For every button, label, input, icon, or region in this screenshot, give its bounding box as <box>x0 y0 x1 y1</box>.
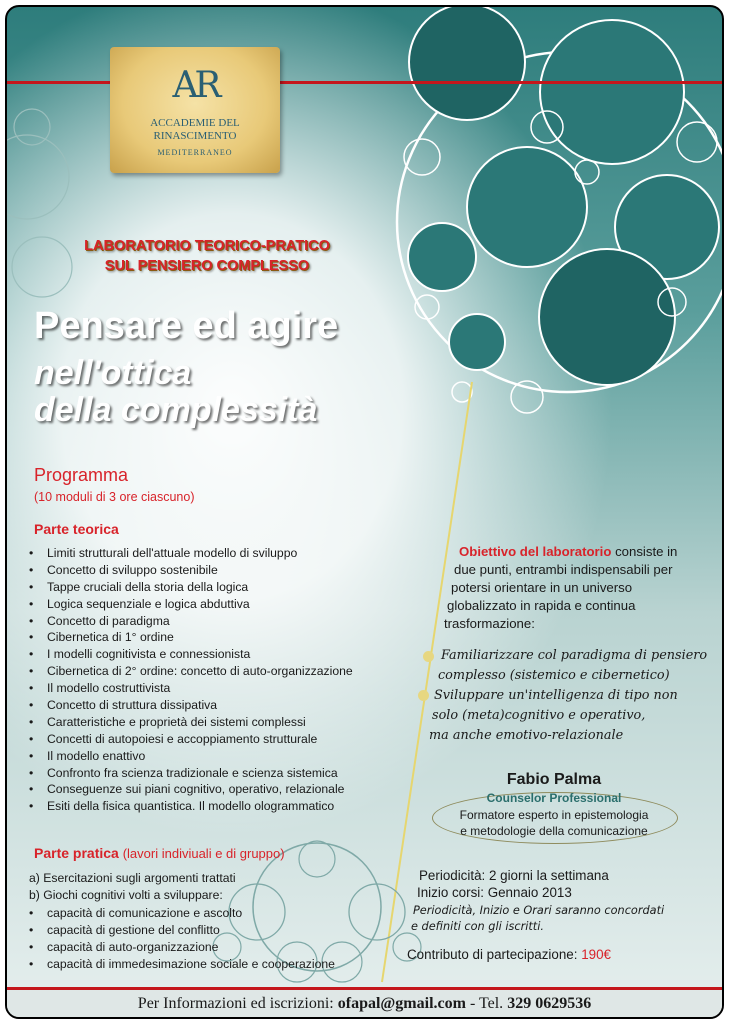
trainer-desc-1: Formatore esperto in epistemologia <box>459 808 649 822</box>
list-item: • Il modello costruttivista <box>29 680 353 697</box>
logo-mark: AR <box>172 65 218 106</box>
list-item: • capacità di comunicazione e ascolto <box>29 905 335 922</box>
footer-separator: - Tel. <box>465 995 508 1012</box>
list-item: • I modelli cognitivista e connessionista <box>29 646 353 663</box>
list-item: • Confronto fra scienza tradizionale e scienza sistemica <box>29 765 353 782</box>
info-note-1: Periodicità, Inizio e Orari saranno concordati <box>413 904 665 917</box>
footer-label: Per Informazioni ed iscrizioni: <box>137 995 338 1012</box>
contributo-value: 190€ <box>581 947 611 962</box>
obiettivo-point-2-line-3: ma anche emotivo-relazionale <box>429 728 624 743</box>
list-item: • Il modello enattivo <box>29 748 353 765</box>
footer-text <box>7 995 722 1013</box>
periodicita: Periodicità: 2 giorni la settimana <box>419 868 609 883</box>
lab-title-line-2: SUL PENSIERO COMPLESSO <box>104 258 310 274</box>
trainer-desc-2: e metodologie della comunicazione <box>460 824 648 838</box>
logo-line-1: ACCADEMIE DEL <box>150 117 240 129</box>
obiettivo-line-5: trasformazione: <box>444 616 535 631</box>
list-item: • capacità di immedesimazione sociale e cooperazione <box>29 956 335 973</box>
list-item: • Conseguenze sui piani cognitivo, operativo, relazionale <box>29 781 353 798</box>
list-item: • Concetto di paradigma <box>29 613 353 630</box>
footer-email[interactable]: ofapal@gmail.com <box>337 995 466 1012</box>
obiettivo-point-1-line-2: complesso (sistemico e cibernetico) <box>438 668 670 683</box>
parte-teorica-heading: Parte teorica <box>34 521 119 537</box>
parte-pratica-list <box>29 905 335 973</box>
list-item: • Concetto di sviluppo sostenibile <box>29 562 353 579</box>
parte-pratica-note: (lavori indiviuali e di gruppo) <box>122 846 285 861</box>
obiettivo-point-1-line-1: Familiarizzare col paradigma di pensiero <box>441 648 708 663</box>
list-item: • capacità di gestione del conflitto <box>29 922 335 939</box>
programma-heading: Programma <box>34 465 129 485</box>
list-item: • Cibernetica di 1° ordine <box>29 629 353 646</box>
contributo <box>407 947 611 962</box>
logo-line-3: MEDITERRANEO <box>157 148 233 157</box>
list-item: • capacità di auto-organizzazione <box>29 939 335 956</box>
parte-pratica-label: Parte pratica <box>34 845 119 861</box>
footer-phone[interactable]: 329 0629536 <box>507 995 592 1012</box>
obiettivo-line-2: due punti, entrambi indispensabili per <box>454 562 673 577</box>
bullet-dot-icon <box>418 690 429 701</box>
lab-title-line-1: LABORATORIO TEORICO-PRATICO <box>84 238 330 254</box>
list-item: • Tappe cruciali della storia della logica <box>29 579 353 596</box>
main-title-line-3: della complessità <box>34 391 318 429</box>
pratica-point-b: b) Giochi cognitivi volti a sviluppare: <box>29 888 223 902</box>
poster <box>5 5 724 1019</box>
obiettivo-line-3: potersi orientare in un universo <box>451 580 633 595</box>
logo-line-2: RINASCIMENTO <box>153 130 237 142</box>
obiettivo-point-2-line-1: Sviluppare un'intelligenza di tipo non <box>434 688 678 703</box>
list-item: • Cibernetica di 2° ordine: concetto di auto-organizzazione <box>29 663 353 680</box>
parte-pratica-heading <box>34 845 285 861</box>
obiettivo-point-2-line-2: solo (meta)cognitivo e operativo, <box>432 708 646 723</box>
obiettivo-line-1-rest: consiste in <box>611 544 678 559</box>
obiettivo-line-4: globalizzato in rapida e continua <box>447 598 636 613</box>
contributo-label: Contributo di partecipazione: <box>407 947 582 962</box>
info-note-2: e definiti con gli iscritti. <box>411 920 544 933</box>
list-item: • Caratteristiche e proprietà dei sistemi complessi <box>29 714 353 731</box>
logo <box>110 47 280 173</box>
programma-subheading: (10 moduli di 3 ore ciascuno) <box>34 490 195 504</box>
pratica-point-a: a) Esercitazioni sugli argomenti trattati <box>29 871 236 885</box>
list-item: • Concetto di struttura dissipativa <box>29 697 353 714</box>
list-item: • Limiti strutturali dell'attuale modello di sviluppo <box>29 545 353 562</box>
obiettivo-line-1 <box>459 544 677 559</box>
parte-teorica-list <box>29 545 353 815</box>
list-item: • Concetti di autopoiesi e accoppiamento strutturale <box>29 731 353 748</box>
main-title-line-1: Pensare ed agire <box>34 305 339 347</box>
bullet-dot-icon <box>423 651 434 662</box>
obiettivo-label: Obiettivo del laboratorio <box>459 544 612 559</box>
list-item: • Esiti della fisica quantistica. Il modello ologrammatico <box>29 798 353 815</box>
trainer-role: Counselor Professional <box>486 791 622 805</box>
list-item: • Logica sequenziale e logica abduttiva <box>29 596 353 613</box>
inizio-corsi: Inizio corsi: Gennaio 2013 <box>417 885 572 900</box>
trainer-name: Fabio Palma <box>506 771 602 788</box>
main-title-line-2: nell'ottica <box>34 354 192 392</box>
